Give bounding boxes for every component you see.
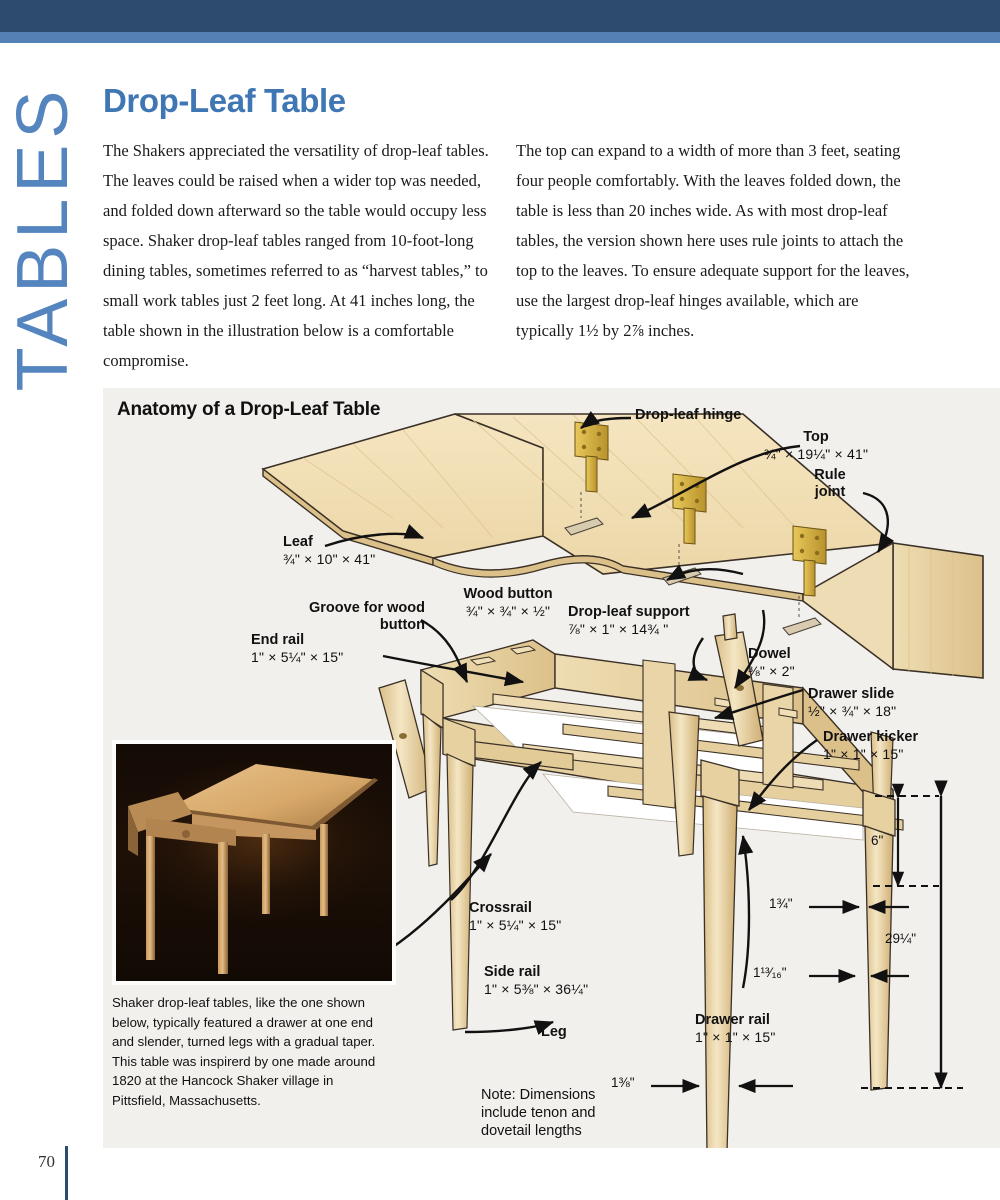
leg-front-left bbox=[443, 718, 475, 1030]
shaker-table-photograph bbox=[116, 744, 392, 981]
callout-drop-leaf-hinge: Drop-leaf hinge bbox=[635, 407, 742, 423]
photo-table-shape bbox=[116, 744, 392, 981]
dimension-29-1-4in: 29¼" bbox=[885, 931, 917, 946]
section-tab-label: TABLES bbox=[3, 84, 83, 392]
callout-drawer-rail: Drawer rail 1" × 1" × 15" bbox=[695, 1012, 776, 1046]
body-text-left-column: The Shakers appreciated the versatility of drop-leaf tables. The leaves could be raised when a wider top was needed, and folded down afterward so the table would occupy less space. Shaker drop-leaf tables ranged from 10-foot-long dining tables, sometimes referred to as “harvest tables,” to small work tables just 2 feet long. At 41 inches long, the table shown in the illustration below is a comfortable compromise. bbox=[103, 141, 489, 370]
header-bar-dark bbox=[0, 0, 1000, 32]
callout-wood-button: Wood button ¾" × ¾" × ½" bbox=[463, 586, 553, 620]
page-title: Drop-Leaf Table bbox=[103, 82, 346, 120]
callout-drawer-kicker: Drawer kicker 1" × 1" × 15" bbox=[823, 729, 919, 763]
callout-crossrail: Crossrail 1" × 5¼" × 15" bbox=[469, 900, 562, 934]
diagram-panel bbox=[103, 388, 1000, 1148]
leg-front-middle bbox=[701, 760, 739, 1148]
callout-drop-leaf-support: Drop-leaf support ⅞" × 1" × 14¾ " bbox=[568, 604, 690, 638]
diagram-title: Anatomy of a Drop-Leaf Table bbox=[117, 399, 381, 420]
callout-leaf: Leaf ¾" × 10" × 41" bbox=[283, 534, 376, 568]
callout-side-rail: Side rail 1" × 5⅜" × 36¼" bbox=[484, 964, 589, 998]
dimension-1-13-16in: 1¹³⁄₁₆" bbox=[753, 965, 787, 980]
callout-top: Top ¾" × 19¼" × 41" bbox=[763, 429, 869, 463]
photo-frame bbox=[112, 740, 396, 985]
callout-rule-joint: Rule joint bbox=[814, 467, 846, 501]
callout-dowel: Dowel ⅜" × 2" bbox=[748, 646, 795, 680]
leg-back-right bbox=[669, 712, 699, 856]
header-bar-light bbox=[0, 32, 1000, 43]
dimension-6in: 6" bbox=[871, 833, 884, 848]
body-text-right-column: The top can expand to a width of more than 3 feet, seating four people comfortably. With the leaves folded down, the table is less than 20 inches wide. As with most drop-leaf tables, the version shown here uses rule joints to attach the top to the leaves. To ensure adequate support for the leaves, use the largest drop-leaf hinges available, which are typically 1½ by 2⅞ inches. bbox=[516, 141, 910, 340]
photo-caption: Shaker drop-leaf tables, like the one shown below, typically featured a drawer at one end and slender, turned legs with a gradual taper. This table was inspirerd by one made around 1820 at the Hancock Shaker village in Pittsfield, Massachusetts. bbox=[112, 995, 376, 1108]
page-number-rule bbox=[65, 1146, 68, 1200]
dimensions-note: Note: Dimensions include tenon and dovetail lengths bbox=[481, 1087, 596, 1139]
callout-groove-for-wood-button: Groove for wood button bbox=[309, 600, 425, 634]
callout-end-rail: End rail 1" × 5¼" × 15" bbox=[251, 632, 344, 666]
callout-drawer-slide: Drawer slide ½" × ¾" × 18" bbox=[808, 686, 897, 720]
callout-leg: Leg bbox=[541, 1024, 567, 1040]
dimension-1-3-4in: 1¾" bbox=[769, 896, 793, 911]
dimension-1-3-8in: 1⅜" bbox=[611, 1075, 635, 1090]
page-number: 70 bbox=[38, 1152, 55, 1171]
